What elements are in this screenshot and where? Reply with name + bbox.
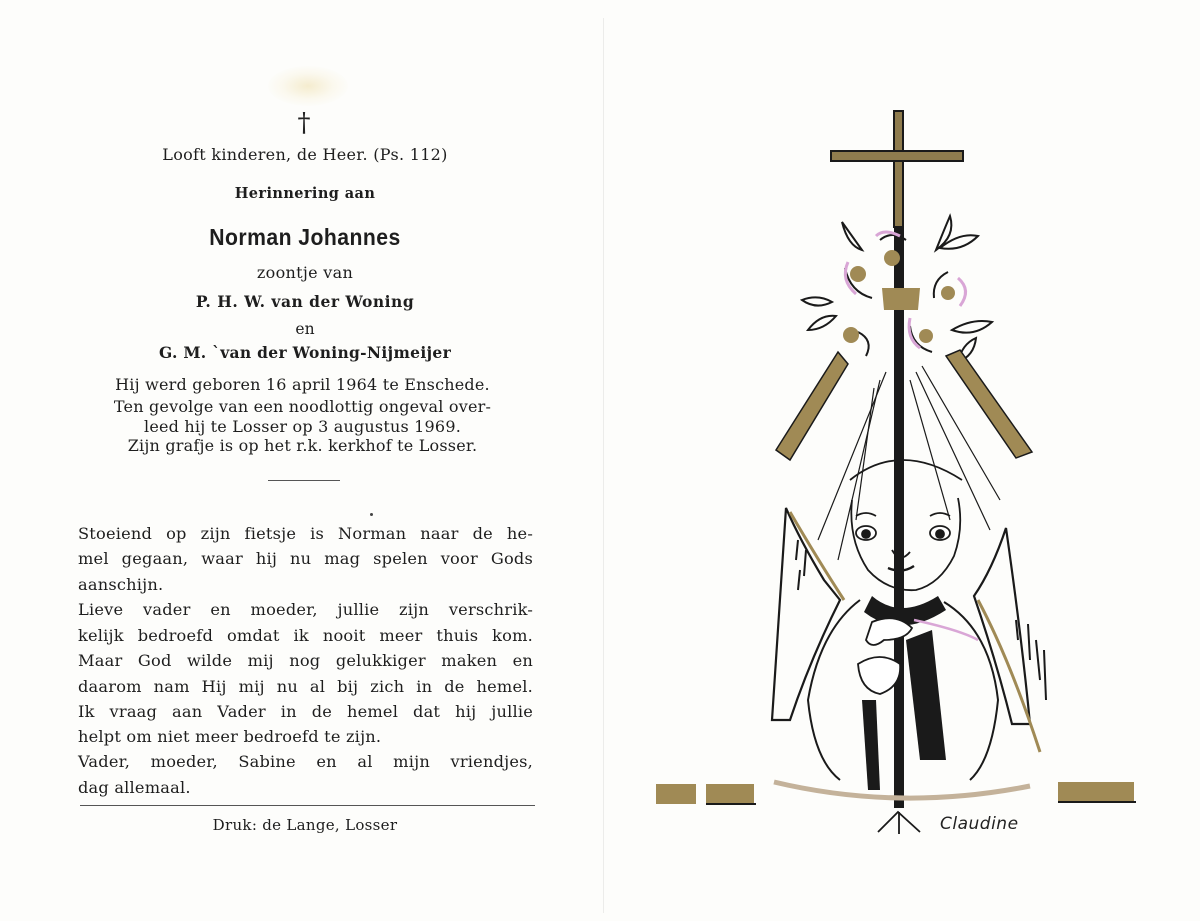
poem-line: Maar God wilde mij nog gelukkiger maken en — [78, 651, 533, 670]
child-face — [850, 460, 962, 590]
poem-line: dag allemaal. — [78, 778, 191, 797]
bio-line: Zijn grafje is op het r.k. kerkhof te Losser. — [127, 436, 478, 455]
relation-text: zoontje van — [256, 263, 354, 282]
cross-icon: † — [297, 108, 311, 138]
poem-line: daarom nam Hij mij nu al bij zich in de hemel. — [78, 677, 533, 696]
conjunction-text: en — [295, 320, 315, 338]
poem-line: Lieve vader en moeder, jullie zijn verschrik- — [78, 600, 533, 619]
memorial-heading: Herinnering aan — [234, 185, 376, 202]
mother-name: G. M. `van der Woning-Nijmeijer — [158, 343, 452, 362]
divider — [80, 805, 535, 806]
illustration-panel — [604, 0, 1200, 921]
printer-credit: Druk: de Lange, Losser — [212, 816, 398, 834]
divider — [268, 480, 340, 481]
artist-signature: Claudine — [940, 814, 1019, 834]
poem-line: mel gegaan, waar hij nu mag spelen voor Gods — [78, 549, 533, 568]
poem-line: Stoeiend op zijn fietsje is Norman naar de he- — [78, 524, 533, 543]
poem-line: aanschijn. — [78, 575, 164, 594]
bio-line: Hij werd geboren 16 april 1964 te Enschede. — [115, 375, 490, 394]
paper-stain — [268, 66, 348, 106]
bio-line: Ten gevolge van een noodlottig ongeval over- — [113, 397, 492, 416]
cross-icon — [830, 110, 964, 808]
poem-line: Ik vraag aan Vader in de hemel dat hij jullie — [78, 702, 533, 721]
ink-dot — [370, 513, 373, 516]
poem-line: Vader, moeder, Sabine en al mijn vriendjes, — [78, 752, 533, 771]
child-with-cross-illustration — [604, 0, 1200, 921]
poem-line: helpt om niet meer bedroefd te zijn. — [78, 727, 382, 746]
father-name: P. H. W. van der Woning — [195, 292, 415, 311]
poem-line: kelijk bedroefd omdat ik nooit meer thuis kom. — [78, 626, 533, 645]
deceased-name: Norman Johannes — [209, 224, 401, 250]
bible-verse: Looft kinderen, de Heer. (Ps. 112) — [162, 145, 448, 164]
bio-line: leed hij te Losser op 3 augustus 1969. — [144, 417, 461, 436]
